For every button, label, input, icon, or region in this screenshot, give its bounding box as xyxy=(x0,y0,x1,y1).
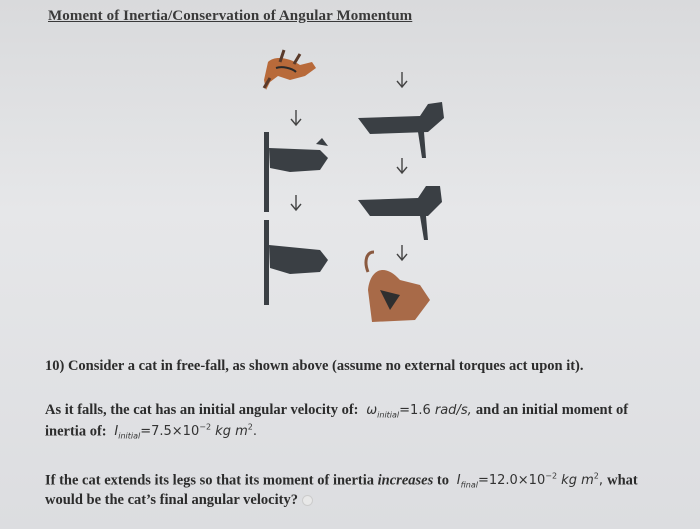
page-title: Moment of Inertia/Conservation of Angular Momentum xyxy=(48,8,413,24)
cat-illustration-4 xyxy=(358,102,444,158)
question-line-final-omega xyxy=(45,492,313,509)
question-text: inertia of: xyxy=(45,423,107,440)
cat-illustration-5 xyxy=(358,186,442,240)
question-text: and an initial moment of xyxy=(475,402,629,418)
cat-illustration-1 xyxy=(264,50,316,90)
falling-cat-illustration xyxy=(250,40,470,340)
inertia-final-equation: $I_{final}=12.0\times 10^{-2}$ kg $m^2$, xyxy=(456,472,603,490)
question-text: what xyxy=(607,472,638,489)
omega-initial-equation: $\omega_{initial}=1.6$ rad/s, xyxy=(366,403,472,420)
question-text: would be the cat’s final angular velocity? xyxy=(45,492,298,508)
question-text: to xyxy=(436,472,449,489)
question-line-initial-inertia xyxy=(45,423,257,441)
cat-illustration-6 xyxy=(366,252,430,322)
question-emphasis: increases xyxy=(377,472,434,489)
cursor-marker-icon xyxy=(302,495,313,506)
question-text: As it falls, the cat has an initial angular velocity of: xyxy=(45,402,359,418)
cat-illustration-3 xyxy=(264,220,328,305)
question-line-final-inertia xyxy=(45,472,638,490)
inertia-initial-equation: $I_{initial}=7.5\times 10^{-2}$ kg $m^2$. xyxy=(114,423,257,441)
question-intro: 10) Consider a cat in free-fall, as shown above (assume no external torques act upon it). xyxy=(45,358,584,374)
question-line-initial-omega xyxy=(45,402,628,420)
question-text: If the cat extends its legs so that its moment of inertia xyxy=(45,472,375,489)
